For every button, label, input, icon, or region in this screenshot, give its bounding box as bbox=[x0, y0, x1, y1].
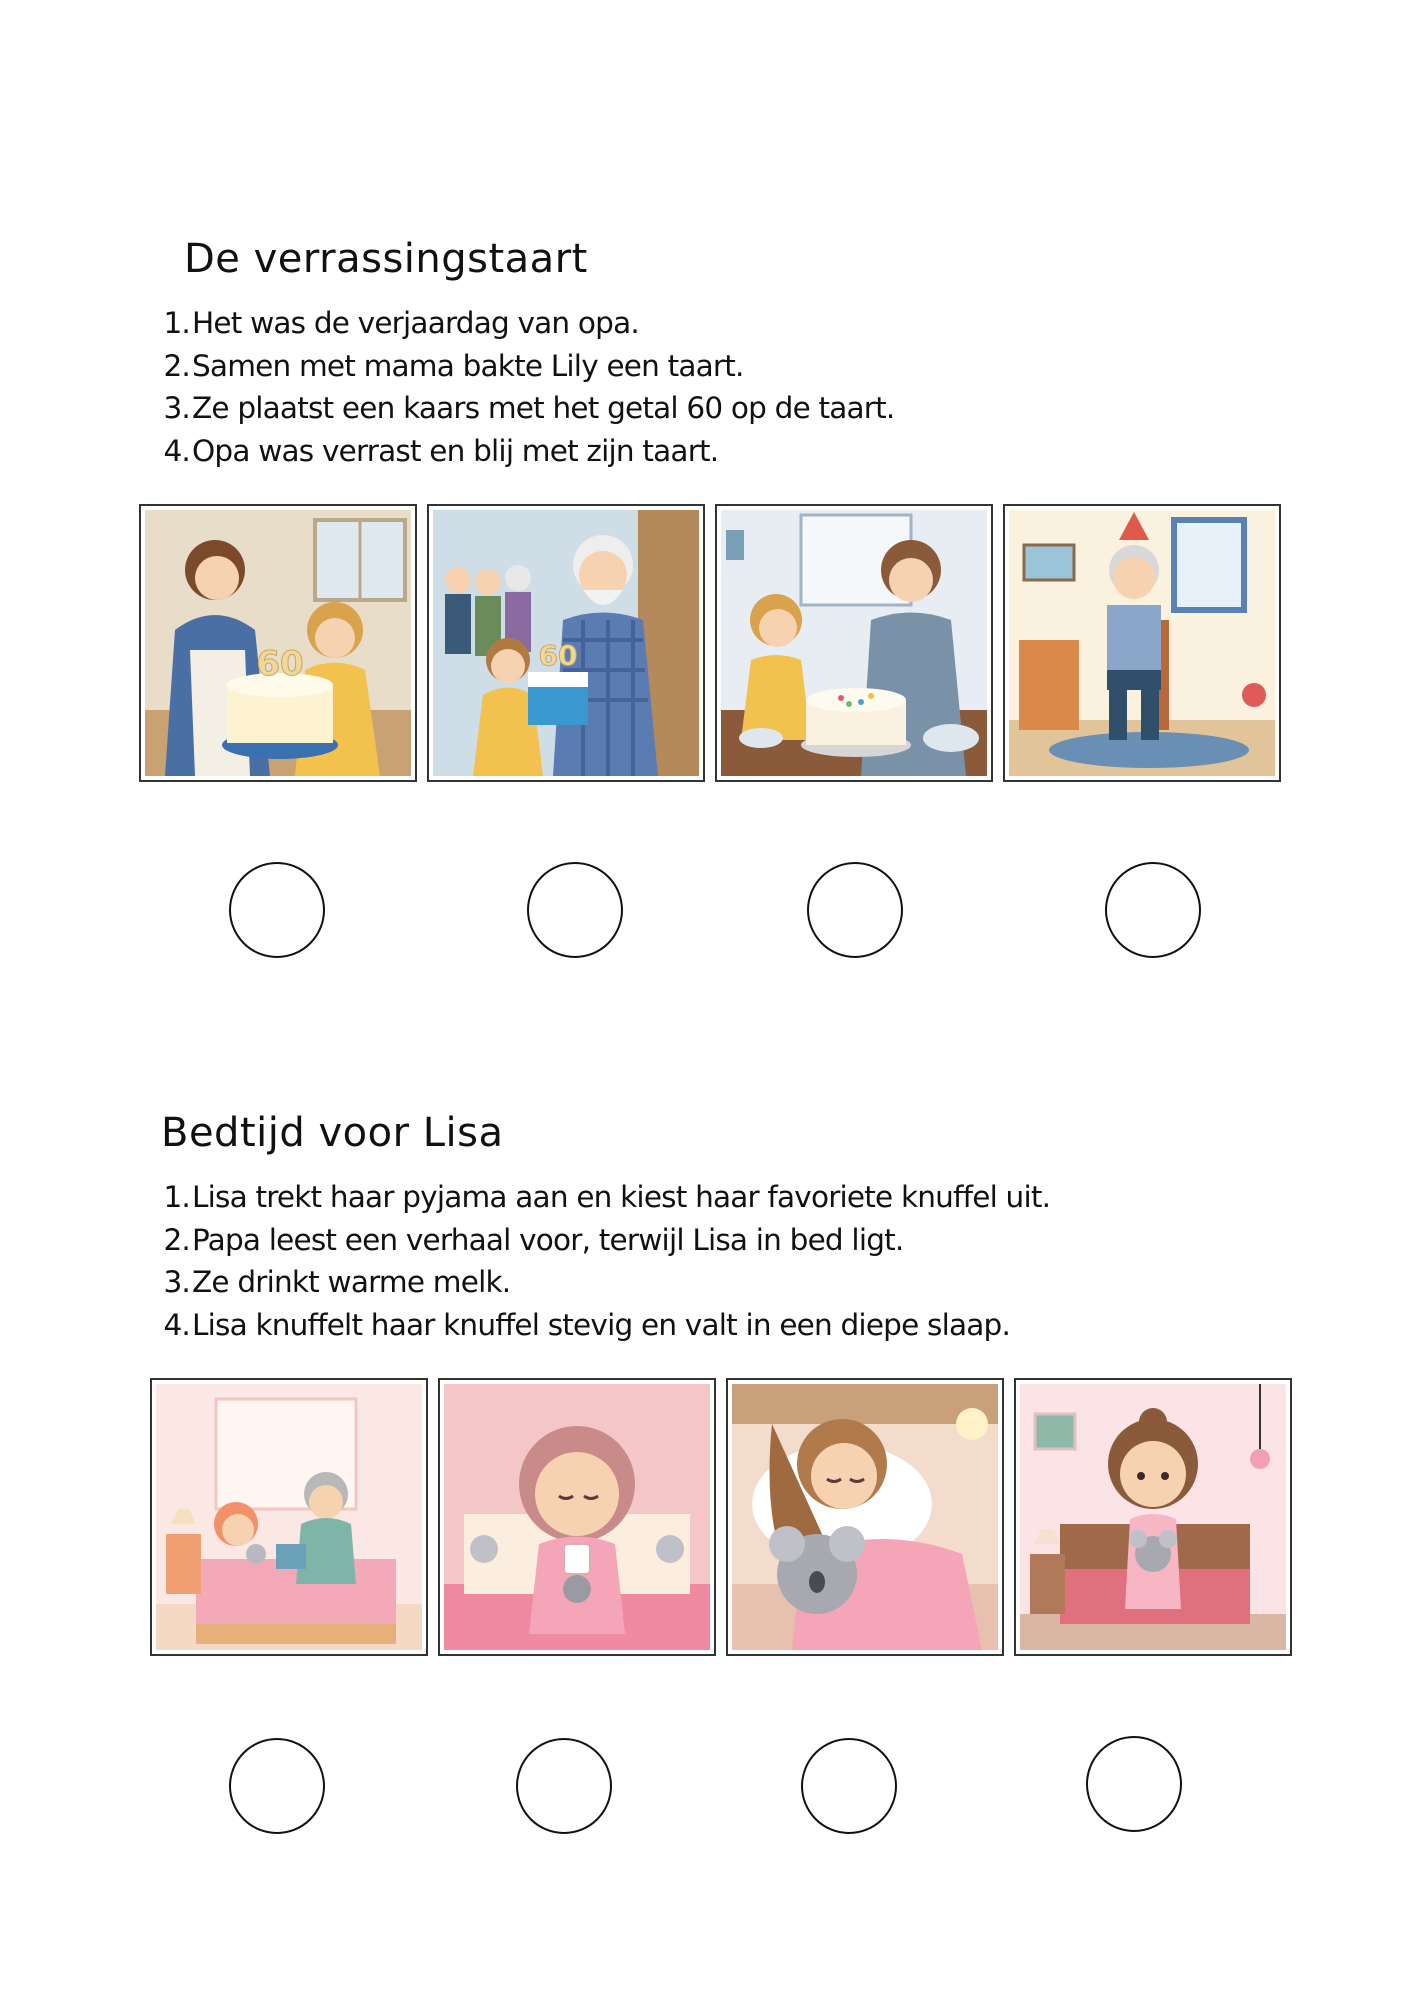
picture-sleeping-koala bbox=[726, 1378, 1004, 1656]
step-4 bbox=[162, 1304, 1050, 1347]
picture-grandpa-sitting bbox=[1003, 504, 1281, 782]
step-text: Opa was verrast en blij met zijn taart. bbox=[192, 433, 719, 468]
step-1 bbox=[162, 302, 895, 345]
section-1-steps bbox=[162, 302, 895, 472]
grandpa-sitting-illustration bbox=[1009, 510, 1275, 776]
candle-number: 60 bbox=[538, 639, 578, 672]
answer-circle-5[interactable] bbox=[229, 1738, 325, 1834]
step-1 bbox=[162, 1176, 1050, 1219]
dad-reading-illustration bbox=[156, 1384, 422, 1650]
candle-number: 60 bbox=[256, 644, 304, 684]
step-text: Papa leest een verhaal voor, terwijl Lisa in bed ligt. bbox=[192, 1222, 904, 1257]
step-3 bbox=[162, 1261, 1050, 1304]
answer-circle-2[interactable] bbox=[527, 862, 623, 958]
step-number: 3. bbox=[163, 391, 190, 425]
choosing-knuffel-illustration bbox=[1020, 1384, 1286, 1650]
picture-decorating-cake bbox=[715, 504, 993, 782]
step-number: 2. bbox=[163, 348, 190, 383]
step-number: 1. bbox=[163, 306, 190, 340]
step-2 bbox=[162, 1219, 1050, 1262]
picture-drinking-milk bbox=[438, 1378, 716, 1656]
step-text: Samen met mama bakte Lily een taart. bbox=[192, 348, 744, 383]
step-number: 4. bbox=[163, 1307, 190, 1342]
answer-circle-4[interactable] bbox=[1105, 862, 1201, 958]
answer-circle-6[interactable] bbox=[516, 1738, 612, 1834]
step-2 bbox=[162, 345, 895, 388]
step-3 bbox=[162, 387, 895, 430]
answer-circle-3[interactable] bbox=[807, 862, 903, 958]
section-1-title: De verrassingstaart bbox=[184, 236, 588, 282]
picture-dad-reading bbox=[150, 1378, 428, 1656]
answer-circle-7[interactable] bbox=[801, 1738, 897, 1834]
step-number: 1. bbox=[163, 1180, 190, 1214]
grandpa-surprised-illustration bbox=[433, 510, 699, 776]
answer-circle-8[interactable] bbox=[1086, 1736, 1182, 1832]
step-text: Ze plaatst een kaars met het getal 60 op de taart. bbox=[192, 391, 895, 425]
section-2-title: Bedtijd voor Lisa bbox=[161, 1110, 504, 1156]
picture-choosing-knuffel bbox=[1014, 1378, 1292, 1656]
step-4 bbox=[162, 430, 895, 473]
sleeping-koala-illustration bbox=[732, 1384, 998, 1650]
step-text: Het was de verjaardag van opa. bbox=[192, 306, 639, 340]
picture-mom-lily-cake bbox=[139, 504, 417, 782]
section-2-steps bbox=[162, 1176, 1050, 1346]
step-number: 4. bbox=[163, 433, 190, 468]
mom-lily-cake-illustration bbox=[145, 510, 411, 776]
step-text: Lisa trekt haar pyjama aan en kiest haar favoriete knuffel uit. bbox=[192, 1180, 1051, 1214]
step-text: Ze drinkt warme melk. bbox=[192, 1265, 511, 1299]
drinking-milk-illustration bbox=[444, 1384, 710, 1650]
decorating-cake-illustration bbox=[721, 510, 987, 776]
step-number: 2. bbox=[163, 1222, 190, 1257]
picture-grandpa-surprised bbox=[427, 504, 705, 782]
answer-circle-1[interactable] bbox=[229, 862, 325, 958]
step-text: Lisa knuffelt haar knuffel stevig en valt in een diepe slaap. bbox=[192, 1307, 1011, 1342]
step-number: 3. bbox=[163, 1265, 190, 1299]
